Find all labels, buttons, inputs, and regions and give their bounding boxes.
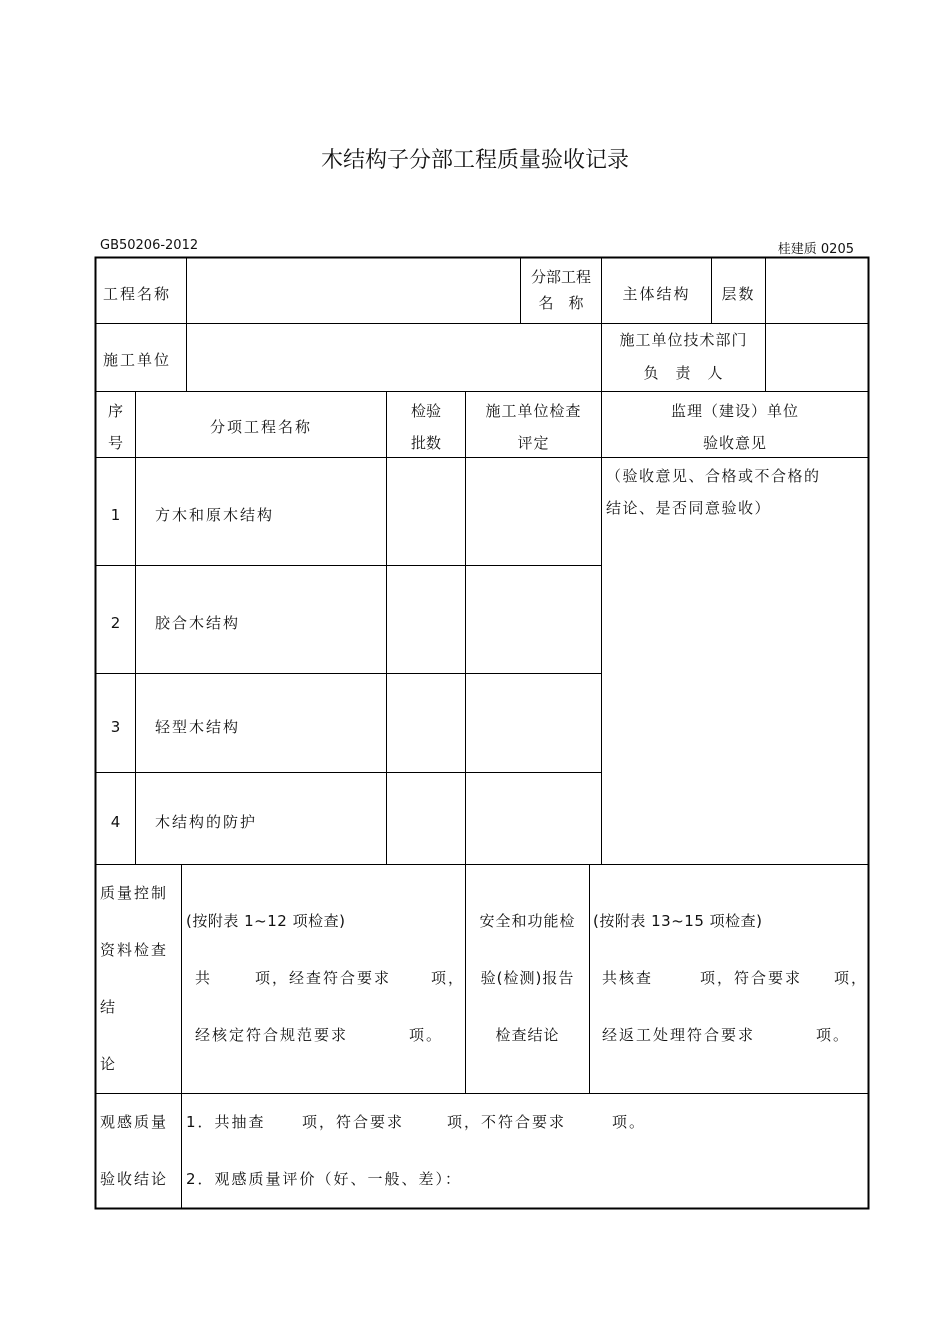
row-no-1: 1 xyxy=(110,506,121,524)
sub-project-label-line1: 分部工程 xyxy=(530,268,591,286)
qc-line-1: (按附表 1~12 项检查) xyxy=(186,912,346,930)
contractor-label: 施工单位 xyxy=(103,351,172,369)
tech-dept-label xyxy=(602,331,765,382)
qc-line-3b: 项。 xyxy=(409,1026,444,1044)
qc-label-line1: 质量控制 xyxy=(100,884,169,902)
safety-line-3b: 项。 xyxy=(816,1026,851,1044)
row-no-4: 4 xyxy=(110,813,121,831)
col-contractor-eval-header xyxy=(466,402,601,452)
tech-dept-label-line1: 施工单位技术部门 xyxy=(619,331,748,349)
tech-dept-label-line2: 负 责 人 xyxy=(643,364,724,382)
qc-label-line4: 论 xyxy=(100,1055,118,1073)
col-contractor-eval-line1: 施工单位检查 xyxy=(485,402,582,420)
supervisor-note-line1: （验收意见、合格或不合格的 xyxy=(606,467,821,485)
col-supervisor-line2: 验收意见 xyxy=(702,434,767,452)
col-item-name-header: 分项工程名称 xyxy=(209,418,312,436)
project-name-label: 工程名称 xyxy=(103,285,172,303)
safety-label-line3: 检查结论 xyxy=(495,1026,560,1044)
qc-label-line2: 资料检查 xyxy=(100,941,169,959)
row-name-2: 胶合木结构 xyxy=(155,614,241,632)
col-no-header xyxy=(96,402,135,452)
safety-line-2c: 项， xyxy=(834,969,869,987)
safety-line-2b: 项，符合要求 xyxy=(700,969,803,987)
col-supervisor-line1: 监理（建设）单位 xyxy=(670,402,799,420)
col-batches-line2: 批数 xyxy=(410,434,441,452)
safety-line-3a: 经返工处理符合要求 xyxy=(602,1026,756,1044)
appearance-line-1b: 项，符合要求 xyxy=(302,1113,405,1131)
sub-project-value: 主体结构 xyxy=(622,285,691,303)
appearance-line-1d: 项。 xyxy=(612,1113,647,1131)
qc-line-3a: 经核定符合规范要求 xyxy=(195,1026,349,1044)
supervisor-note-line2: 结论、是否同意验收） xyxy=(606,499,772,517)
sub-project-label xyxy=(521,268,601,312)
sub-project-label-line2: 名 称 xyxy=(538,294,584,312)
row-name-4: 木结构的防护 xyxy=(155,813,258,831)
col-batches-header xyxy=(387,402,465,452)
qc-line-2c: 项， xyxy=(431,969,466,987)
appearance-line-2: 2．观感质量评价（好、一般、差）： xyxy=(186,1170,463,1188)
row-name-1: 方木和原木结构 xyxy=(155,506,275,524)
appearance-line-1a: 1．共抽查 xyxy=(186,1113,266,1131)
col-contractor-eval-line2: 评定 xyxy=(517,434,550,452)
safety-label-line2: 验(检测)报告 xyxy=(480,969,575,987)
appearance-label xyxy=(100,1113,168,1188)
safety-label xyxy=(466,912,589,1044)
safety-label-line1: 安全和功能检 xyxy=(479,912,576,930)
col-no-line1: 序 xyxy=(107,402,123,420)
row-no-3: 3 xyxy=(110,718,121,736)
appearance-label-line2: 验收结论 xyxy=(100,1170,169,1188)
supervisor-note xyxy=(606,467,821,517)
col-no-line2: 号 xyxy=(107,434,123,452)
appearance-line-1c: 项，不符合要求 xyxy=(447,1113,567,1131)
form-code: 桂建质 0205 xyxy=(777,242,854,257)
col-supervisor-header xyxy=(602,402,868,452)
quality-control-label xyxy=(100,884,168,1073)
qc-line-2b: 项，经查符合要求 xyxy=(255,969,392,987)
safety-line-2a: 共核查 xyxy=(602,969,654,987)
standard-code: GB50206-2012 xyxy=(100,238,199,253)
safety-line-1: (按附表 13~15 项检查) xyxy=(593,912,763,930)
qc-label-line3: 结 xyxy=(100,998,118,1016)
appearance-label-line1: 观感质量 xyxy=(100,1113,169,1131)
row-name-3: 轻型木结构 xyxy=(155,718,241,736)
qc-line-2a: 共 xyxy=(195,969,211,987)
row-no-2: 2 xyxy=(110,614,121,632)
form-title: 木结构子分部工程质量验收记录 xyxy=(320,148,629,173)
col-batches-line1: 检验 xyxy=(410,402,441,420)
floors-label: 层数 xyxy=(721,285,756,303)
